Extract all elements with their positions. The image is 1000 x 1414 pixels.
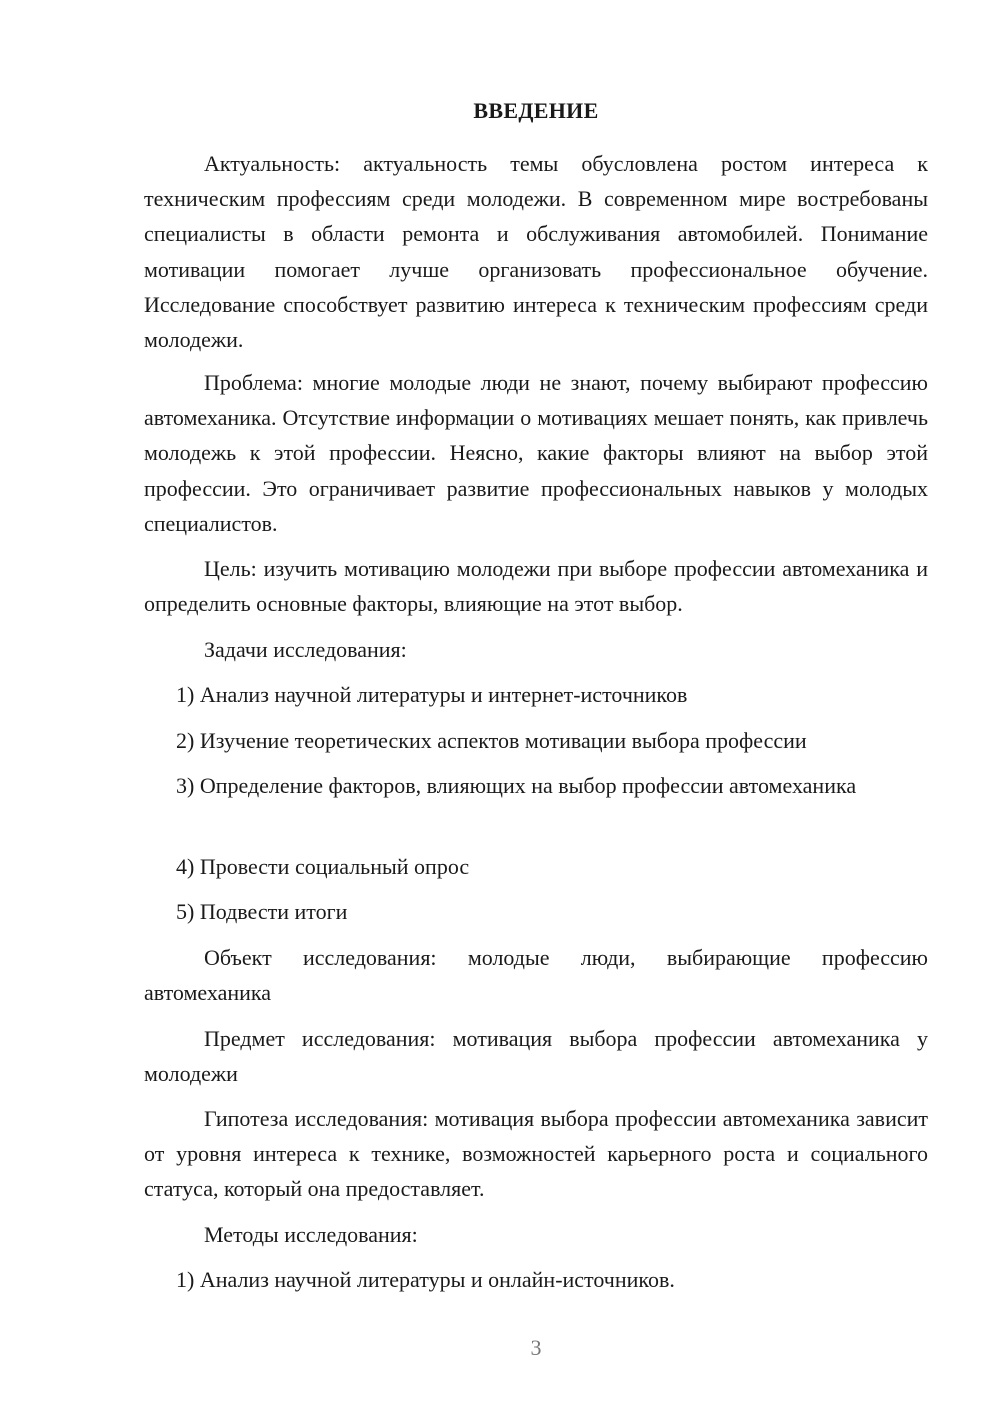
list-item-task-2: 2) Изучение теоретических аспектов мотивации выбора профессии [176, 728, 807, 753]
paragraph-tasks-heading: Задачи исследования: [204, 637, 407, 662]
paragraph-subject: Предмет исследования: мотивация выбора профессии автомеханика у молодежи [144, 1026, 928, 1087]
paragraph-relevance: Актуальность: актуальность темы обусловлена ростом интереса к техническим профессиям среди молодежи. В современном мире востребованы специалисты в области ремонта и обслуживания автомобилей. Понимание мотивации помогает лучше организовать профессиональное обучение. Исследование способствует развитию интереса к техническим профессиям среди молодежи. [144, 151, 928, 353]
list-item-task-1: 1) Анализ научной литературы и интернет-источников [176, 682, 688, 707]
paragraph-methods-heading: Методы исследования: [204, 1222, 418, 1247]
list-item-task-5: 5) Подвести итоги [176, 899, 348, 924]
list-item-task-4: 4) Провести социальный опрос [176, 854, 470, 879]
page-number: 3 [530, 1335, 542, 1360]
page-title: ВВЕДЕНИЕ [473, 98, 599, 123]
paragraph-object: Объект исследования: молодые люди, выбирающие профессию автомеханика [144, 945, 928, 1006]
list-item-task-3: 3) Определение факторов, влияющих на выбор профессии автомеханика [176, 773, 857, 798]
paragraph-goal: Цель: изучить мотивацию молодежи при выборе профессии автомеханика и определить основные факторы, влияющие на этот выбор. [144, 556, 928, 617]
paragraph-problem: Проблема: многие молодые люди не знают, почему выбирают профессию автомеханика. Отсутствие информации о мотивациях мешает понять, как привлечь молодежь к этой профессии. Неясно, какие факторы влияют на выбор этой профессии. Это ограничивает развитие профессиональных навыков у молодых специалистов. [144, 370, 928, 536]
list-item-method-1: 1) Анализ научной литературы и онлайн-источников. [176, 1267, 675, 1292]
paragraph-hypothesis: Гипотеза исследования: мотивация выбора профессии автомеханика зависит от уровня интереса к технике, возможностей карьерного роста и социального статуса, который она предоставляет. [144, 1106, 928, 1202]
